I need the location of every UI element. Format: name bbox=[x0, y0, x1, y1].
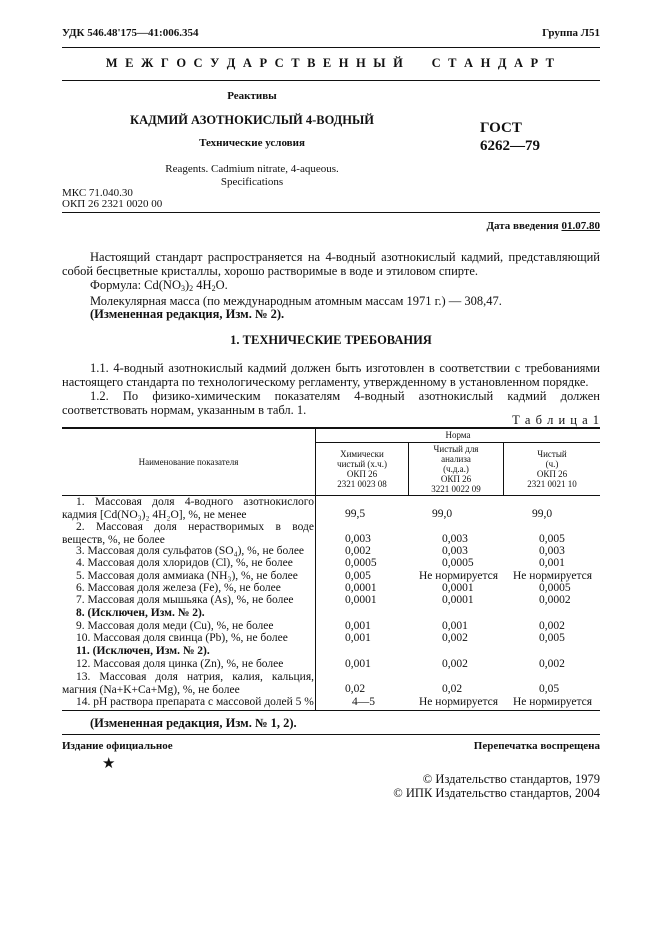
udk-code: УДК 546.48'175—41:006.354 bbox=[62, 27, 199, 39]
table-cell: 0,02 bbox=[345, 683, 366, 695]
formula-line: Формула: $Cd(NO_3)_2$ $4H_2O$. bbox=[90, 278, 228, 293]
table-cell: 0,005 bbox=[539, 632, 565, 644]
table-row: 4. Массовая доля хлоридов (Cl), %, не более bbox=[76, 557, 293, 569]
header-grade-hch: Химически чистый (х.ч.) ОКП 26 2321 0023 08 bbox=[316, 443, 409, 495]
table-cell: 0,005 bbox=[539, 533, 565, 545]
effective-date: Дата введения 01.07.80 bbox=[486, 220, 600, 232]
table-cell: 0,001 bbox=[539, 557, 565, 569]
table-row: 9. Массовая доля меди (Cu), %, не более bbox=[76, 620, 274, 632]
table-cell: 99,5 bbox=[345, 508, 366, 520]
clause-1-1: 1.1. 4-водный азотнокислый кадмий должен быть изготовлен в соответствии с требованиями настоящего стандарта по технологическому регламенту, утвержденному в установленном порядке. bbox=[62, 361, 600, 389]
table-row: 11. (Исключен, Изм. № 2). bbox=[76, 645, 210, 657]
table-divider bbox=[315, 493, 316, 710]
table-cell: 0,002 bbox=[539, 620, 565, 632]
title-rule bbox=[62, 212, 600, 213]
table-cell: 0,002 bbox=[442, 632, 468, 644]
table-row: 1. Массовая доля 4-водного азотнокислого кадмия [Cd(NO₃)₂ 4H₂O], %, не менее bbox=[62, 496, 314, 521]
section-heading: 1. ТЕХНИЧЕСКИЕ ТРЕБОВАНИЯ bbox=[230, 333, 432, 347]
table-bottom-rule bbox=[62, 710, 600, 711]
table-cell: 0,0001 bbox=[442, 594, 474, 606]
english-subtitle: Specifications bbox=[220, 176, 284, 188]
table-cell: 0,02 bbox=[442, 683, 463, 695]
footer-rule bbox=[62, 734, 600, 735]
copyright-1979: © Издательство стандартов, 1979 bbox=[422, 772, 600, 786]
table-cell: 0,0005 bbox=[345, 557, 377, 569]
table-cell: 99,0 bbox=[532, 508, 553, 520]
table-cell: 0,0002 bbox=[539, 594, 571, 606]
table-cell: 0,002 bbox=[539, 658, 565, 670]
clause-1-2: 1.2. По физико-химическим показателям 4-водный азотнокислый кадмий должен соответствовать нормам, указанным в табл. 1. bbox=[62, 389, 600, 417]
star-icon: ★ bbox=[102, 756, 116, 772]
table-cell: 0,002 bbox=[442, 658, 468, 670]
header-grade-ch: Чистый (ч.) ОКП 26 2321 0021 10 bbox=[527, 449, 577, 489]
header-grade-chda: Чистый для анализа (ч.д.а.) ОКП 26 3221 0022 09 bbox=[409, 443, 504, 495]
table-row: 8. (Исключен, Изм. № 2). bbox=[76, 607, 205, 619]
group-code: Группа Л51 bbox=[542, 27, 600, 39]
table-cell: 0,05 bbox=[539, 683, 560, 695]
copyright-2004: © ИПК Издательство стандартов, 2004 bbox=[393, 786, 600, 800]
table-cell: 0,002 bbox=[345, 545, 371, 557]
table-caption: Т а б л и ц а 1 bbox=[512, 413, 600, 427]
table-amendment-note: (Измененная редакция, Изм. № 1, 2). bbox=[90, 716, 297, 730]
standard-banner: М Е Ж Г О С У Д А Р С Т В Е Н Н Ы Й С Т А Н Д А Р Т bbox=[105, 56, 557, 70]
table-cell: 0,0005 bbox=[442, 557, 474, 569]
table-cell: Не нормируется bbox=[419, 696, 499, 708]
table-row: 10. Массовая доля свинца (Pb), %, не более bbox=[76, 632, 288, 644]
english-title: Reagents. Cadmium nitrate, 4-aqueous. bbox=[165, 163, 339, 175]
table-cell: 0,0005 bbox=[539, 582, 571, 594]
table-row: 5. Массовая доля аммиака (NH₃), %, не более bbox=[76, 570, 298, 582]
table-cell: 99,0 bbox=[432, 508, 453, 520]
intro-paragraph: Настоящий стандарт распространяется на 4-водный азотнокислый кадмий, представляющий собой бесцветные кристаллы, хорошо растворимые в воде и этиловом спирте. bbox=[62, 250, 600, 278]
table-cell: 0,001 bbox=[345, 632, 371, 644]
official-edition: Издание официальное bbox=[62, 740, 173, 752]
table-row: 7. Массовая доля мышьяка (As), %, не более bbox=[76, 594, 294, 606]
gost-label: ГОСТ bbox=[480, 120, 522, 136]
header-norma: Норма bbox=[316, 429, 600, 443]
table-cell: 0,001 bbox=[345, 620, 371, 632]
doc-subtitle: Технические условия bbox=[199, 137, 305, 149]
header-rule bbox=[62, 47, 600, 48]
gost-number: 6262—79 bbox=[480, 138, 540, 154]
table-cell: 0,001 bbox=[442, 620, 468, 632]
table-row: 2. Массовая доля нерастворимых в воде веществ, %, не более bbox=[62, 521, 314, 546]
okp-code: ОКП 26 2321 0020 00 bbox=[62, 198, 163, 210]
reprint-notice: Перепечатка воспрещена bbox=[473, 740, 600, 752]
table-cell: Не нормируется bbox=[513, 696, 593, 708]
table-row: 3. Массовая доля сульфатов (SO₄), %, не более bbox=[76, 545, 305, 557]
banner-rule bbox=[62, 80, 600, 81]
category-label: Реактивы bbox=[227, 90, 277, 102]
table-row: 12. Массовая доля цинка (Zn), %, не более bbox=[76, 658, 284, 670]
table-cell: 0,0001 bbox=[345, 594, 377, 606]
table-row: 13. Массовая доля натрия, калия, кальция, магния (Na+K+Ca+Mg), %, не более bbox=[62, 671, 314, 696]
table-cell: 4—5 bbox=[352, 696, 375, 708]
table-cell: 0,005 bbox=[345, 570, 371, 582]
table-cell: Не нормируется bbox=[419, 570, 499, 582]
table-cell: 0,001 bbox=[345, 658, 371, 670]
table-cell: 0,003 bbox=[345, 533, 371, 545]
table-cell: 0,0001 bbox=[442, 582, 474, 594]
table-cell: 0,003 bbox=[442, 533, 468, 545]
header-indicator-name: Наименование показателя bbox=[62, 429, 316, 495]
amendment-note: (Измененная редакция, Изм. № 2). bbox=[90, 307, 285, 321]
table-cell: 0,003 bbox=[539, 545, 565, 557]
table-cell: 0,003 bbox=[442, 545, 468, 557]
table-header bbox=[62, 427, 600, 496]
table-row: 14. pH раствора препарата с массовой долей 5 % bbox=[76, 696, 314, 708]
mks-code: МКС 71.040.30 bbox=[62, 187, 133, 199]
doc-title: КАДМИЙ АЗОТНОКИСЛЫЙ 4-ВОДНЫЙ bbox=[130, 113, 374, 127]
table-cell: 0,0001 bbox=[345, 582, 377, 594]
table-cell: Не нормируется bbox=[513, 570, 593, 582]
table-row: 6. Массовая доля железа (Fe), %, не более bbox=[76, 582, 281, 594]
molecular-mass: Молекулярная масса (по международным атомным массам 1971 г.) — 308,47. bbox=[90, 294, 502, 308]
